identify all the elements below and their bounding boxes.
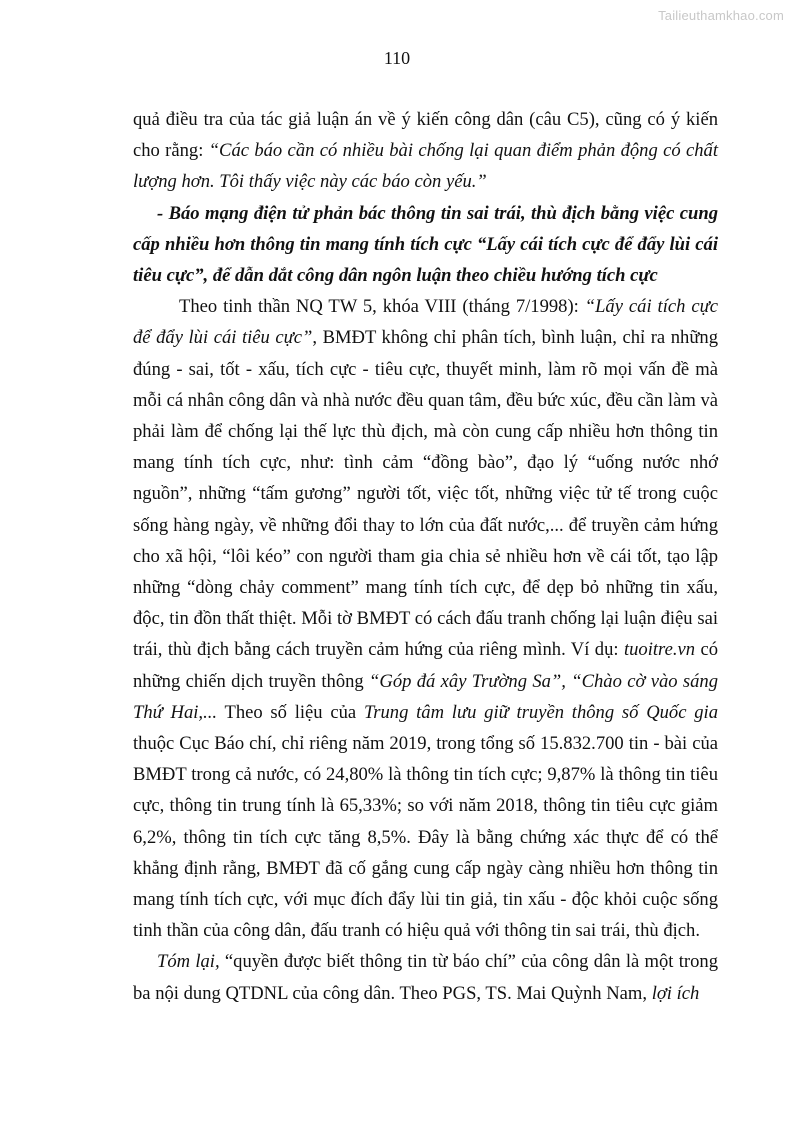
document-body: [133, 104, 718, 1009]
p3-text: “quyền được biết thông tin từ báo chí” của công dân là một trong ba nội dung QTDNL của công dân. Theo PGS, TS. Mai Quỳnh Nam,: [133, 951, 718, 1004]
p2-quote-1: “Lấy cái tích cực để đẩy lùi cái tiêu cực”: [133, 296, 719, 349]
p2-text-4: Theo số liệu của: [217, 701, 364, 723]
p2-org: Trung tâm lưu giữ truyền thông số Quốc gia: [363, 701, 718, 723]
p3-italic-2: lợi ích: [651, 982, 700, 1004]
page-number: 110: [383, 48, 411, 68]
paragraph-1: [133, 104, 718, 198]
paragraph-3: [133, 946, 718, 1008]
p1-text: quả điều tra của tác giả luận án về ý kiến công dân (câu C5), cũng có ý kiến cho rằng:: [133, 109, 718, 162]
paragraph-2: [133, 291, 718, 946]
section-heading: - Báo mạng điện tử phản bác thông tin sai trái, thù địch bằng việc cung cấp nhiều hơn thông tin mang tính tích cực “Lấy cái tích cực để đẩy lùi cái tiêu cực”, để dẫn dắt công dân ngôn luận theo chiều hướng tích cực: [133, 202, 718, 287]
watermark: Tailieuthamkhao.com: [658, 8, 784, 23]
p3-italic-1: Tóm lại,: [157, 951, 220, 973]
p2-text-2: , BMĐT không chỉ phân tích, bình luận, chỉ ra những đúng - sai, tốt - xấu, tích cực - tiêu cực, thuyết minh, làm rõ mọi vấn đề mà mỗi cá nhân công dân và nhà nước đều quan tâm, đều bức xúc, đều cần làm và phải làm để chống lại thế lực thù địch, mà còn cung cấp nhiều hơn thông tin mang tính tích cực, như: tình cảm “đồng bào”, đạo lý “uống nước nhớ nguồn”, những “tấm gương” người tốt, việc tốt, những việc tử tế trong cuộc sống hàng ngày, về những đổi thay to lớn của đất nước,... để truyền cảm hứng cho xã hội, “lôi kéo” con người tham gia chia sẻ nhiều hơn về cái tốt, tạo lập những “dòng chảy comment” mang tính tích cực, để dẹp bỏ những tin xấu, độc, tin đồn thất thiệt. Mỗi tờ BMĐT có cách đấu tranh chống lại luận điệu sai trái, thù địch bằng cách truyền cảm hứng của riêng mình. Ví dụ:: [133, 327, 719, 661]
p1-quote: “Các báo cần có nhiều bài chống lại quan điểm phản động có chất lượng hơn. Tôi thấy việc này các báo còn yếu.”: [133, 140, 718, 193]
p2-text-5: thuộc Cục Báo chí, chỉ riêng năm 2019, trong tổng số 15.832.700 tin - bài của BMĐT trong cả nước, có 24,80% là thông tin tích cực; 9,87% là thông tin tiêu cực, thông tin trung tính là 65,33%; so với năm 2018, thông tin tiêu cực giảm 6,2%, thông tin tích cực tăng 8,5%. Đây là bằng chứng xác thực để có thể khẳng định rằng, BMĐT đã cố gắng cung cấp ngày càng nhiều hơn thông tin mang tính tích cực, với mục đích đẩy lùi tin giả, tin xấu - độc khỏi cuộc sống tinh thần của công dân, đấu tranh có hiệu quả với thông tin sai trái, thù địch.: [133, 733, 718, 942]
p2-text-1: Theo tinh thần NQ TW 5, khóa VIII (tháng 7/1998):: [179, 296, 585, 318]
p2-quote-2: “Góp đá xây Trường Sa”, “Chào cờ vào sáng Thứ Hai,...: [133, 670, 719, 723]
p2-site: tuoitre.vn: [623, 639, 696, 661]
p2-text-3: có những chiến dịch truyền thông: [133, 639, 718, 692]
